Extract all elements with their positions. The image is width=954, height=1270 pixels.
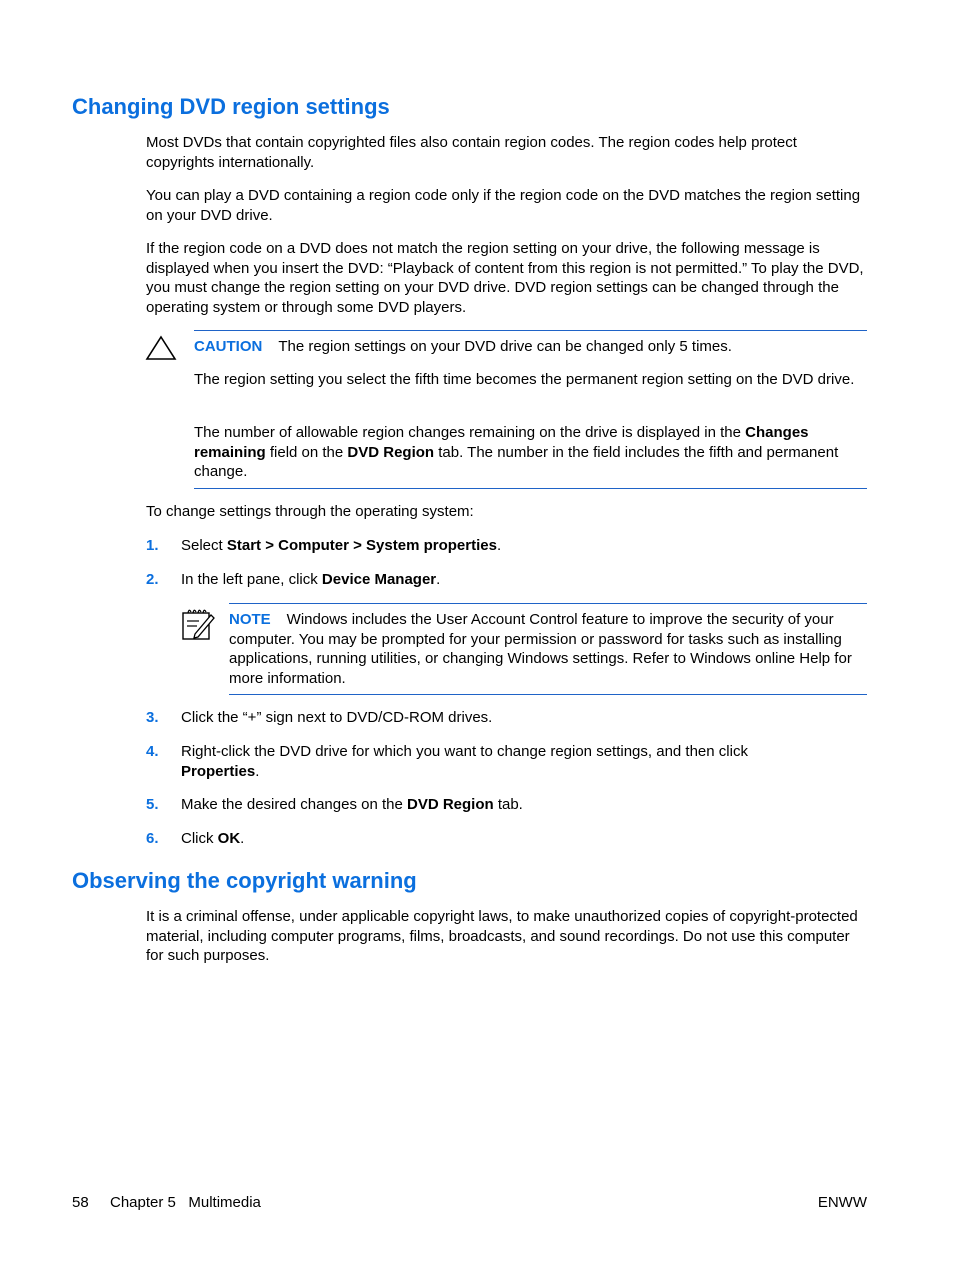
step-text xyxy=(181,708,868,728)
step-text-part: . xyxy=(240,830,245,847)
caution-line xyxy=(194,337,867,357)
step-term: DVD Region xyxy=(406,796,494,813)
step-number: 2. xyxy=(146,571,159,588)
step-text xyxy=(181,536,868,556)
step-text-part: . xyxy=(255,762,260,780)
paragraph-copyright-warning: It is a criminal offense, under applicable copyright laws, to make unauthorized copies of copyright-protected material, including computer programs, films, broadcasts, and sound recordings. Do not use this computer for such purposes. xyxy=(146,908,858,964)
step-text xyxy=(181,795,868,815)
step-text xyxy=(181,742,821,781)
step-text-part: Click xyxy=(181,830,218,847)
note-text: Windows includes the User Account Control feature to improve the security of your computer. You may be prompted for your permission or password for tasks such as installing applications, running utilities, or changing Windows settings. Refer to Windows online Help for more information. xyxy=(229,611,852,687)
doc-code: ENWW xyxy=(817,1194,867,1211)
dvd-region-term: DVD Region xyxy=(347,443,435,461)
caution-top-rule xyxy=(194,330,867,331)
changes-remaining-term: Changes remaining xyxy=(194,424,809,461)
section-heading-copyright: Observing the copyright warning xyxy=(72,868,417,893)
caution-bottom-rule xyxy=(194,488,867,489)
step-term: Device Manager xyxy=(321,571,437,588)
paragraph-region-mismatch: If the region code on a DVD does not match the region setting on your drive, the following message is displayed when you insert the DVD: “Playback of content from this region is not permitted.” To play the DVD, you must change the region setting on your DVD drive. DVD region settings can be changed through the operating system or through some DVD players. xyxy=(146,240,864,316)
step-text-part: Click the “+” sign next to DVD/CD-ROM drives. xyxy=(181,709,493,726)
step-text-part: tab. xyxy=(493,796,523,813)
step-term: OK xyxy=(217,830,241,847)
warning-triangle-icon xyxy=(145,335,177,365)
step-text-part: Select xyxy=(181,537,227,554)
caution-text-part: The number of allowable region changes remaining on the drive is displayed in the xyxy=(194,424,746,441)
step-term: Properties xyxy=(181,762,256,780)
caution-text: The region settings on your DVD drive can be changed only 5 times. xyxy=(278,338,732,355)
step-text-part: Make the desired changes on the xyxy=(181,796,407,813)
step-text-part: . xyxy=(496,537,502,554)
paragraph-region-codes: Most DVDs that contain copyrighted files also contain region codes. The region codes help protect copyrights internationally. xyxy=(146,134,797,171)
caution-remaining-paragraph xyxy=(194,423,867,482)
section-heading-dvd-region: Changing DVD region settings xyxy=(72,94,390,119)
step-number: 5. xyxy=(146,796,159,813)
step-number: 1. xyxy=(146,537,159,554)
step-number: 6. xyxy=(146,830,159,847)
note-label: NOTE xyxy=(229,611,271,628)
chapter-label: Chapter 5 Multimedia xyxy=(110,1194,261,1211)
caution-label: CAUTION xyxy=(194,338,263,355)
caution-permanent-paragraph: The region setting you select the fifth time becomes the permanent region setting on the DVD drive. xyxy=(194,371,855,388)
step-text-part: . xyxy=(436,571,441,588)
note-top-rule xyxy=(229,603,867,604)
caution-text-part: field on the xyxy=(265,443,348,461)
note-bottom-rule xyxy=(229,694,867,695)
step-text xyxy=(181,570,868,590)
step-text-part: In the left pane, click xyxy=(181,571,322,588)
paragraph-region-match: You can play a DVD containing a region code only if the region code on the DVD matches the region setting on your DVD drive. xyxy=(146,187,861,224)
note-pad-icon xyxy=(180,605,216,645)
step-text-part: Right-click the DVD drive for which you want to change region settings, and then click xyxy=(181,743,748,760)
step-number: 4. xyxy=(146,743,159,760)
step-number: 3. xyxy=(146,709,159,726)
note-paragraph xyxy=(229,610,867,688)
steps-intro: To change settings through the operating system: xyxy=(146,503,474,520)
step-text xyxy=(181,829,868,849)
page-number: 58 xyxy=(72,1194,89,1211)
step-term: Start > Computer > System properties xyxy=(226,537,497,554)
caution-text-part: tab. The number in the field includes the fifth and permanent change. xyxy=(194,443,839,480)
